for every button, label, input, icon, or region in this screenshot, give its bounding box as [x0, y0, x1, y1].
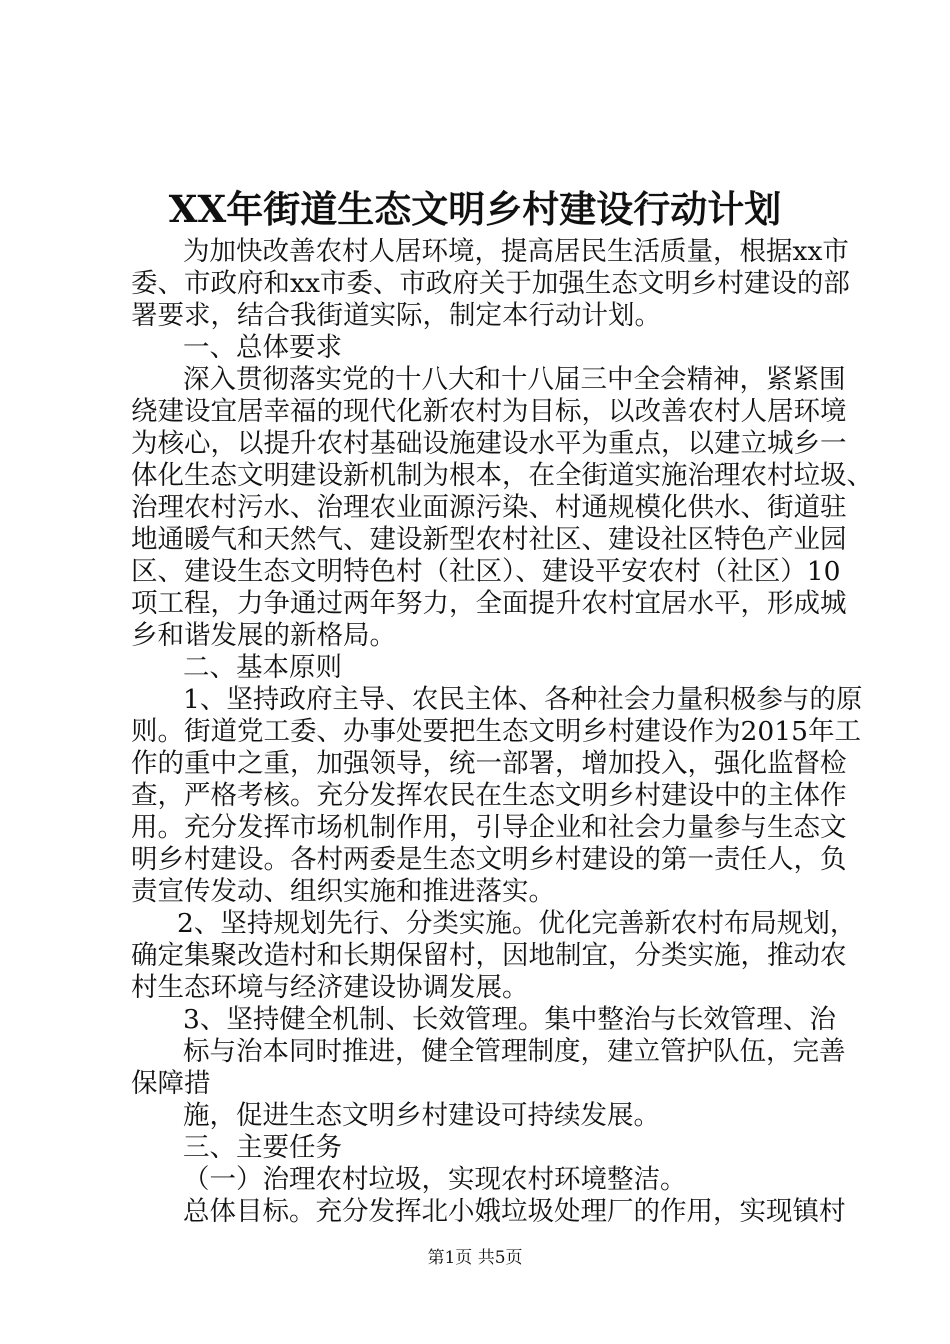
body-line: 为核心，以提升农村基础设施建设水平为重点，以建立城乡一	[131, 428, 847, 459]
section-heading: 二、基本原则	[183, 652, 342, 683]
body-line: 委、市政府和xx市委、市政府关于加强生态文明乡村建设的部	[131, 268, 850, 299]
body-line: 明乡村建设。各村两委是生态文明乡村建设的第一责任人，负	[131, 844, 847, 875]
section-heading: 三、主要任务	[183, 1132, 342, 1163]
body-line: 地通暖气和天然气、建设新型农村社区、建设社区特色产业园	[131, 524, 847, 555]
page-number-footer: 第1页 共5页	[427, 1248, 523, 1268]
body-line: 绕建设宜居幸福的现代化新农村为目标，以改善农村人居环境	[131, 396, 847, 427]
body-line: 村生态环境与经济建设协调发展。	[131, 972, 529, 1003]
body-line: 保障措	[131, 1068, 211, 1099]
body-line: 项工程，力争通过两年努力，全面提升农村宜居水平，形成城	[131, 588, 847, 619]
body-line: 治理农村污水、治理农业面源污染、村通规模化供水、街道驻	[131, 492, 847, 523]
subsection-heading: （一）治理农村垃圾，实现农村环境整洁。	[183, 1164, 687, 1195]
body-line: 乡和谐发展的新格局。	[131, 620, 396, 651]
body-line: 体化生态文明建设新机制为根本，在全街道实施治理农村垃圾、	[131, 460, 873, 491]
body-line: 1、坚持政府主导、农民主体、各种社会力量积极参与的原	[183, 684, 863, 715]
body-line: 作的重中之重，加强领导，统一部署，增加投入，强化监督检	[131, 748, 847, 779]
body-line: 确定集聚改造村和长期保留村，因地制宜，分类实施，推动农	[131, 940, 847, 971]
body-line: 2、坚持规划先行、分类实施。优化完善新农村布局规划，	[177, 908, 857, 939]
body-line: 用。充分发挥市场机制作用，引导企业和社会力量参与生态文	[131, 812, 847, 843]
body-line: 总体目标。充分发挥北小娥垃圾处理厂的作用，实现镇村	[183, 1196, 846, 1227]
body-line: 责宣传发动、组织实施和推进落实。	[131, 876, 555, 907]
body-line: 署要求，结合我街道实际，制定本行动计划。	[131, 300, 661, 331]
body-line: 施，促进生态文明乡村建设可持续发展。	[183, 1100, 660, 1131]
document-title: XX年街道生态文明乡村建设行动计划	[168, 187, 782, 231]
body-line: 标与治本同时推进，健全管理制度，建立管护队伍，完善	[183, 1036, 846, 1067]
body-line: 区、建设生态文明特色村（社区）、建设平安农村（社区）10	[131, 556, 841, 587]
body-line: 为加快改善农村人居环境，提高居民生活质量，根据xx市	[183, 236, 849, 267]
body-line: 3、坚持健全机制、长效管理。集中整治与长效管理、治	[183, 1004, 836, 1035]
body-line: 查，严格考核。充分发挥农民在生态文明乡村建设中的主体作	[131, 780, 847, 811]
body-line: 深入贯彻落实党的十八大和十八届三中全会精神，紧紧围	[183, 364, 846, 395]
body-line: 则。街道党工委、办事处要把生态文明乡村建设作为2015年工	[131, 716, 861, 747]
section-heading: 一、总体要求	[183, 332, 342, 363]
